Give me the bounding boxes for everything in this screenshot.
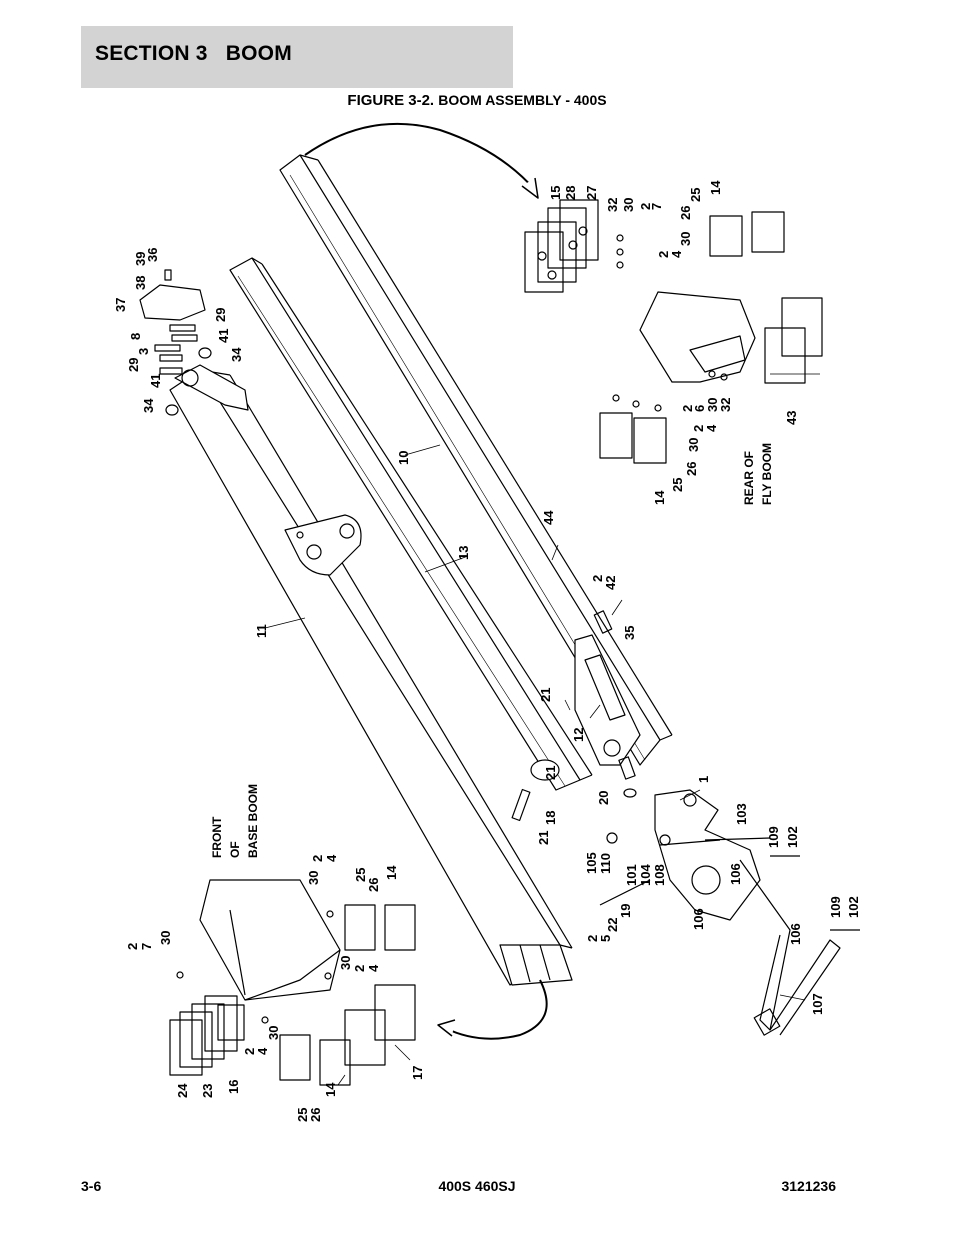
callout-4: 4 <box>324 854 339 862</box>
callout-107: 107 <box>810 993 825 1015</box>
front-of-base-boom-label-1: FRONT <box>210 816 224 858</box>
callout-28: 28 <box>563 185 578 200</box>
callout-103: 103 <box>734 803 749 825</box>
callout-41: 41 <box>148 373 163 388</box>
callout-110: 110 <box>598 853 613 874</box>
callout-108: 108 <box>652 864 667 886</box>
rear-of-fly-boom-label-1: REAR OF <box>742 451 756 505</box>
callout-2: 2 <box>590 574 605 582</box>
callout-32: 32 <box>605 197 620 212</box>
callout-17: 17 <box>410 1065 425 1080</box>
callout-26: 26 <box>366 877 381 892</box>
callout-36: 36 <box>145 247 160 262</box>
callout-34: 34 <box>229 347 244 362</box>
callout-14: 14 <box>652 490 667 505</box>
footer-model: 400S 460SJ <box>438 1178 516 1194</box>
callout-101: 101 <box>624 864 639 886</box>
front-of-base-boom-label-3: BASE BOOM <box>246 783 260 858</box>
section-title: SECTION 3 BOOM <box>95 42 292 65</box>
footer-page-number: 3-6 <box>81 1178 102 1194</box>
callout-42: 42 <box>603 575 618 590</box>
callout-8: 8 <box>128 332 143 340</box>
callout-5: 5 <box>598 934 613 942</box>
callout-43: 43 <box>784 410 799 425</box>
callout-37: 37 <box>113 297 128 312</box>
callout-4: 4 <box>255 1047 270 1055</box>
front-of-base-boom-label-2: OF <box>228 841 242 858</box>
callout-13: 13 <box>456 545 471 560</box>
callout-2: 2 <box>585 934 600 942</box>
callout-3: 3 <box>136 347 151 355</box>
callout-20: 20 <box>596 790 611 805</box>
callout-30: 30 <box>678 231 693 246</box>
callout-41: 41 <box>216 328 231 343</box>
callout-30: 30 <box>621 197 636 212</box>
callout-2: 2 <box>310 854 325 862</box>
callout-11: 11 <box>254 624 269 638</box>
callout-105: 105 <box>584 852 599 874</box>
callout-7: 7 <box>649 202 664 210</box>
callout-14: 14 <box>323 1082 338 1097</box>
callout-2: 2 <box>352 964 367 972</box>
callout-18: 18 <box>543 810 558 825</box>
callout-25: 25 <box>353 867 368 882</box>
figure-number: FIGURE 3-2. <box>347 92 435 109</box>
callout-30: 30 <box>266 1025 281 1040</box>
callout-44: 44 <box>541 510 556 525</box>
callout-30: 30 <box>686 437 701 452</box>
footer-doc-number: 3121236 <box>781 1178 836 1194</box>
callout-2: 2 <box>691 424 706 432</box>
callout-32: 32 <box>718 397 733 412</box>
callout-38: 38 <box>133 275 148 290</box>
callout-25: 25 <box>295 1107 310 1122</box>
callout-4: 4 <box>669 250 684 258</box>
callout-102: 102 <box>846 896 861 918</box>
callout-27: 27 <box>584 185 599 200</box>
figure-title: BOOM ASSEMBLY - 400S <box>438 92 607 108</box>
fly-boom-rear-mount <box>525 197 822 463</box>
callout-30: 30 <box>306 870 321 885</box>
callout-35: 35 <box>622 625 637 640</box>
callout-109: 109 <box>766 826 781 848</box>
callout-22: 22 <box>605 917 620 932</box>
callout-34: 34 <box>141 398 156 413</box>
callout-30: 30 <box>338 955 353 970</box>
callout-106: 106 <box>788 923 803 945</box>
callout-2: 2 <box>638 202 653 210</box>
callout-29: 29 <box>126 357 141 372</box>
callout-4: 4 <box>704 424 719 432</box>
callout-4: 4 <box>366 964 381 972</box>
callout-1: 1 <box>696 775 711 783</box>
callout-26: 26 <box>308 1107 323 1122</box>
callout-25: 25 <box>670 477 685 492</box>
callout-30: 30 <box>705 397 720 412</box>
callout-7: 7 <box>139 942 154 950</box>
cylinder-front <box>512 760 636 820</box>
callout-2: 2 <box>242 1047 257 1055</box>
callout-12: 12 <box>571 727 586 742</box>
callout-24: 24 <box>175 1083 190 1098</box>
callout-21: 21 <box>536 830 551 845</box>
callout-23: 23 <box>200 1083 215 1098</box>
callout-109: 109 <box>828 896 843 918</box>
callout-106: 106 <box>691 908 706 930</box>
callout-21: 21 <box>543 765 558 780</box>
callout-26: 26 <box>684 461 699 476</box>
callout-19: 19 <box>618 903 633 918</box>
callout-26: 26 <box>678 205 693 220</box>
callout-14: 14 <box>384 865 399 880</box>
callout-16: 16 <box>226 1079 241 1094</box>
callout-10: 10 <box>396 450 411 465</box>
callout-29: 29 <box>213 307 228 322</box>
rear-of-fly-boom-label-2: FLY BOOM <box>760 442 774 505</box>
callout-6: 6 <box>692 404 707 412</box>
callout-14: 14 <box>708 180 723 195</box>
callout-39: 39 <box>133 251 148 266</box>
callout-15: 15 <box>548 185 563 200</box>
callout-21: 21 <box>538 687 553 702</box>
callout-106: 106 <box>728 863 743 885</box>
callout-30: 30 <box>158 930 173 945</box>
callout-2: 2 <box>125 942 140 950</box>
callout-104: 104 <box>638 864 653 886</box>
callout-2: 2 <box>680 404 695 412</box>
callout-102: 102 <box>785 826 800 848</box>
callout-25: 25 <box>688 187 703 202</box>
callout-2: 2 <box>656 250 671 258</box>
